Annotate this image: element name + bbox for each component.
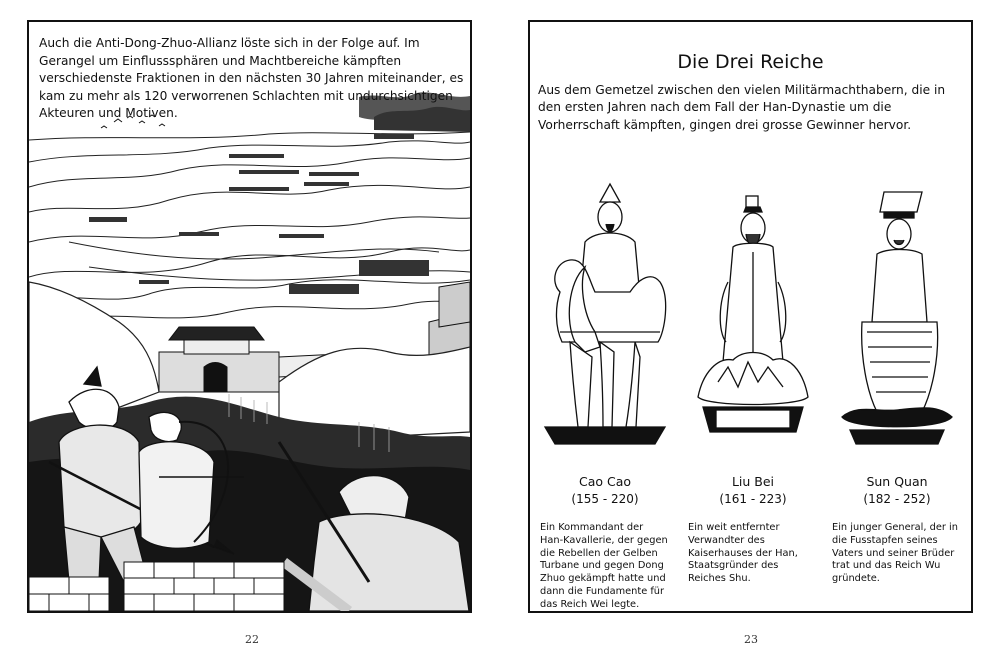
- ruler-description-sun-quan: Ein junger General, der in die Fusstapfen seines Vaters und seiner Brüder trat und das Reich Wu gründete.: [832, 522, 958, 585]
- right-intro-text: Aus dem Gemetzel zwischen den vielen Militärmachthabern, die in den ersten Jahren nach dem Fall der Han-Dynastie um die Vorherrschaft kämpften, gingen drei grosse Gewinner hervor.: [538, 83, 946, 132]
- ruler-name-sun-quan: Sun Quan: [866, 474, 928, 489]
- page-title: Die Drei Reiche: [677, 51, 824, 73]
- ruler-name-cao-cao: Cao Cao: [578, 474, 632, 489]
- page-number-right: 23: [744, 633, 758, 646]
- ruler-description-liu-bei: Ein weit entfernter Verwandter des Kaiserhauses der Han, Staatsgründer des Reiches Shu.: [688, 522, 798, 585]
- ruler-description-cao-cao: Ein Kommandant der Han-Kavallerie, der gegen die Rebellen der Gelben Turbane und gegen Dong Zhuo gekämpft hatte und dann die Fundamente für das Reich Wei legte.: [540, 522, 668, 610]
- right-page-panel: [528, 20, 973, 613]
- left-intro-text: Auch die Anti-Dong-Zhuo-Allianz löste sich in der Folge auf. Im Gerangel um Einflusssphären und Machtbereiche kämpften verschiedenste Fraktionen in den nächsten 30 Jahren miteinander, es kam zu mehr als 120 verworrenen Schlachten mit undurchsichtigen Akteuren und Motiven.: [39, 36, 464, 120]
- page-number-left: 22: [245, 633, 259, 646]
- ruler-name-liu-bei: Liu Bei: [731, 474, 775, 489]
- ruler-years-sun-quan: (182 - 252): [863, 492, 931, 506]
- cao-cao-statue-illustration: [540, 182, 670, 457]
- ruler-years-cao-cao: (155 - 220): [571, 492, 639, 506]
- left-page-panel: [27, 20, 472, 613]
- sun-quan-statue-illustration: [832, 182, 962, 457]
- ruler-years-liu-bei: (161 - 223): [719, 492, 787, 506]
- liu-bei-statue-illustration: [688, 182, 818, 457]
